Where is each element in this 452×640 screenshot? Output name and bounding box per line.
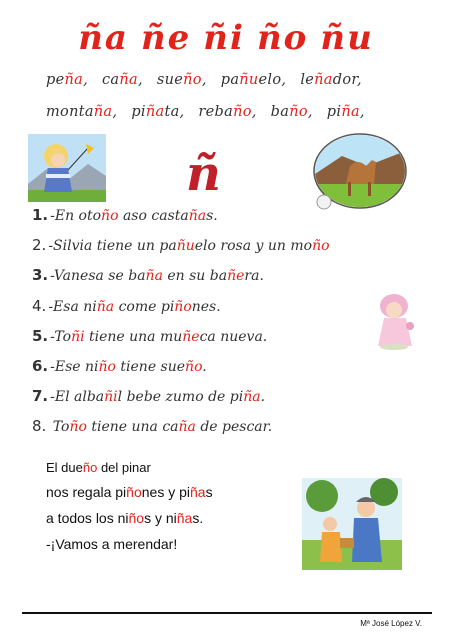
word [198, 104, 256, 120]
sentence-text: elo rosa y un mo [194, 238, 313, 255]
poem-line [46, 484, 213, 510]
word-part: , [307, 104, 313, 120]
sentence [32, 417, 412, 447]
sentence-text: tiene una mu [84, 328, 183, 345]
word-part: monta [46, 104, 94, 120]
highlighted-syllable: ño [233, 104, 252, 120]
highlighted-syllable: ño [101, 208, 119, 224]
girl-flying-illustration [28, 134, 106, 202]
princess-illustration [372, 290, 418, 350]
title-syllable: ñe [140, 18, 192, 58]
page-title [0, 18, 452, 58]
poem-text: nos regala pi [46, 484, 127, 500]
sentence-number: 5. [32, 326, 49, 345]
highlighted-syllable: ñi [104, 389, 118, 406]
highlighted-syllable: ñe [227, 268, 245, 285]
sentence [32, 387, 412, 417]
word [157, 72, 207, 88]
sentence-number: 4. [32, 296, 47, 315]
sentence-number: 7. [32, 387, 49, 406]
sentence-text: tiene sue [115, 358, 186, 375]
highlighted-syllable: ña [119, 72, 138, 88]
word-part: ta, [164, 104, 185, 120]
poem-line [46, 510, 213, 536]
word-list-row-1 [46, 72, 376, 88]
highlighted-syllable: ña [176, 510, 193, 526]
sentence-text: . [202, 358, 207, 375]
word-part: , [137, 72, 143, 88]
sentence-text: . [260, 389, 266, 406]
camel-illustration [312, 132, 408, 210]
word-part: pi [131, 104, 146, 120]
poem-line [46, 460, 213, 484]
poem-text: s. [192, 510, 204, 526]
word-part: elo, [258, 72, 287, 88]
word-list-row-2 [46, 104, 379, 120]
highlighted-syllable: ña [145, 104, 165, 120]
highlighted-syllable: ño [289, 104, 308, 120]
highlighted-syllable: ña [188, 208, 207, 224]
sentence [32, 327, 412, 357]
word-part: , [359, 104, 365, 120]
poem-text: a todos los ni [46, 510, 129, 526]
footer-divider [22, 612, 432, 614]
sentence-text: ca nueva. [199, 328, 268, 345]
highlighted-syllable: ño [183, 72, 202, 88]
sentence-text: aso casta [118, 208, 189, 224]
featured-letter: ñ [186, 146, 221, 202]
word [102, 72, 143, 88]
highlighted-syllable: ña [93, 104, 113, 120]
highlighted-syllable: ña [64, 72, 84, 88]
word-part: dor, [332, 72, 362, 88]
highlighted-syllable: ña [341, 104, 360, 120]
word-part: , [83, 72, 88, 88]
highlighted-syllable: ñu [176, 238, 195, 255]
sentence-number: 2. [32, 236, 47, 255]
sentence-number: 3. [32, 266, 49, 285]
word [327, 104, 365, 120]
word-part: ba [270, 104, 290, 120]
sentence [32, 357, 412, 387]
sentence [32, 206, 412, 236]
man-and-boy-illustration [302, 478, 402, 570]
sentence-text: -Vanesa se ba [50, 268, 146, 285]
highlighted-syllable: ña [178, 419, 196, 436]
word [46, 72, 88, 88]
title-syllable: ñu [320, 18, 374, 58]
sentence [32, 297, 412, 327]
word [46, 104, 117, 120]
sentence-text: -El alba [50, 389, 105, 406]
highlighted-syllable: ña [314, 72, 333, 88]
sentence-text: nes. [191, 298, 221, 315]
poem-text: del pinar [97, 460, 151, 475]
word-part: le [300, 72, 315, 88]
word [131, 104, 184, 120]
highlighted-syllable: ñe [182, 328, 200, 345]
sentence-text: s. [206, 208, 218, 224]
highlighted-syllable: ña [145, 268, 163, 285]
sentence-number: 1. [32, 206, 49, 224]
word [271, 104, 313, 120]
sentence-text: -Ese ni [50, 358, 99, 375]
word-part: pi [326, 104, 342, 120]
word [221, 72, 287, 88]
sentence-text: l bebe zumo de pi [117, 389, 244, 406]
sentence-text: -En oto [50, 208, 102, 224]
highlighted-syllable: ño [128, 510, 145, 526]
highlighted-syllable: ño [185, 358, 203, 375]
sentence-list [32, 206, 412, 448]
sentence-text: come pi [114, 298, 175, 315]
title-syllable: ñi [203, 18, 245, 58]
word-part: reba [198, 104, 234, 120]
sentence-text: ra. [244, 268, 264, 285]
highlighted-syllable: ño [98, 358, 116, 375]
word-part: pe [46, 72, 65, 88]
highlighted-syllable: ño [312, 238, 330, 255]
poem-text: El due [46, 460, 83, 475]
highlighted-syllable: ño [174, 298, 192, 315]
title-syllable: ño [256, 18, 309, 58]
highlighted-syllable: ña [243, 389, 261, 406]
poem-text: -¡Vamos a merendar! [46, 536, 178, 552]
sentence-number: 8. [32, 417, 47, 436]
highlighted-syllable: ña [190, 484, 206, 500]
word-part: sue [156, 72, 184, 88]
poem-text: s [205, 484, 213, 500]
word-part: ca [101, 72, 120, 88]
sentence-text: -To [50, 328, 72, 345]
sentence-text: de pescar. [195, 419, 273, 436]
author-credit: Mª José López V. [360, 619, 422, 628]
highlighted-syllable: ñi [71, 328, 85, 345]
sentence-text: -Silvia tiene un pa [48, 238, 177, 255]
title-syllable: ña [78, 18, 129, 58]
sentence-text: en su ba [162, 268, 228, 285]
poem-text: nes y pi [141, 484, 190, 500]
word-part: , [201, 72, 207, 88]
highlighted-syllable: ño [82, 460, 98, 475]
highlighted-syllable: ño [69, 419, 87, 436]
poem [46, 460, 213, 562]
sentence-text: tiene una ca [86, 419, 179, 436]
word-part: pa [220, 72, 240, 88]
poem-line [46, 536, 213, 562]
highlighted-syllable: ña [96, 298, 115, 315]
highlighted-syllable: ñu [239, 72, 259, 88]
highlighted-syllable: ño [126, 484, 142, 500]
sentence-text: To [48, 419, 70, 436]
word [300, 72, 362, 88]
poem-text: s y ni [144, 510, 177, 526]
sentence [32, 236, 412, 266]
sentence-number: 6. [32, 356, 49, 375]
word-part: , [112, 104, 118, 120]
word-part: , [251, 104, 257, 120]
sentence-text: -Esa ni [48, 298, 97, 315]
sentence [32, 266, 412, 296]
